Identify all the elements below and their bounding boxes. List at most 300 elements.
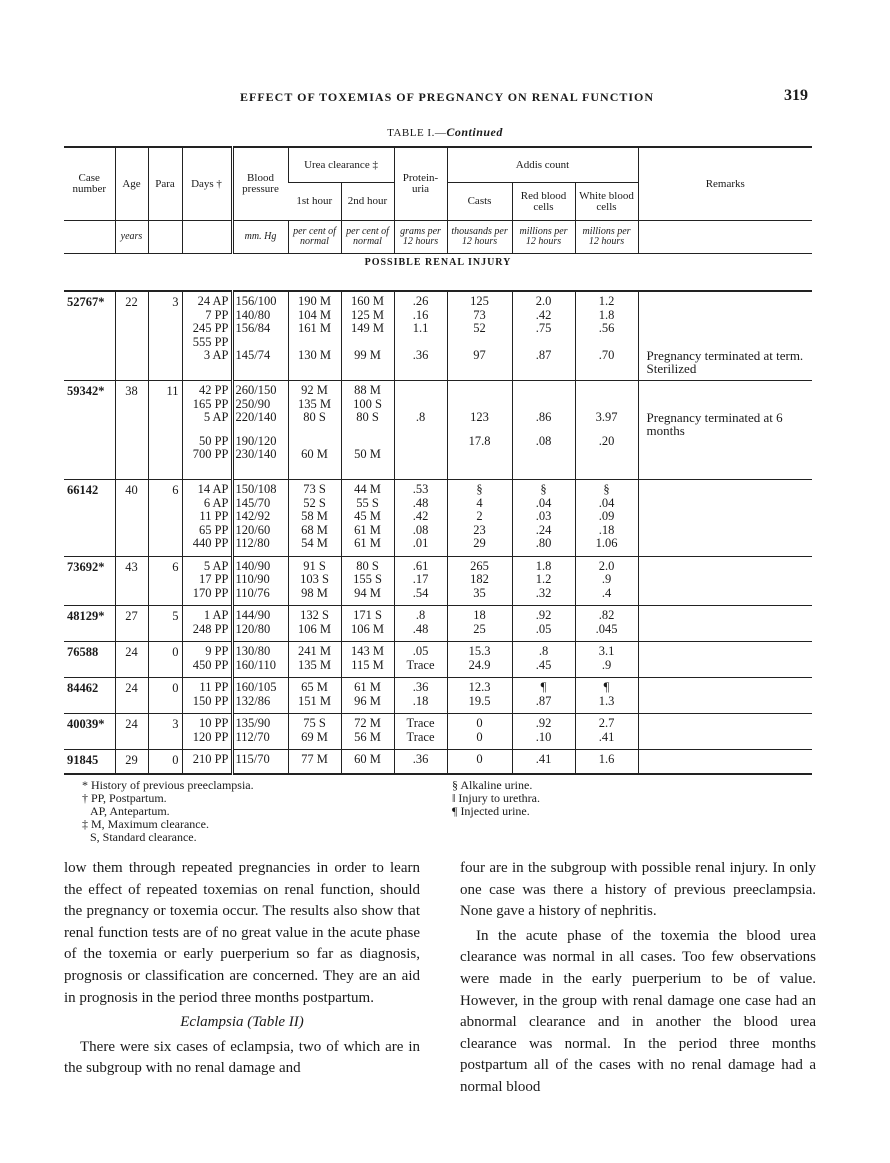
cell-remarks xyxy=(638,678,812,714)
remark-spacer xyxy=(647,753,810,767)
cell-remarks xyxy=(638,291,812,381)
data-table xyxy=(64,146,816,775)
cell-line: 61 M xyxy=(354,522,381,537)
cell-line: 12.3 xyxy=(468,680,491,694)
cell-prot xyxy=(394,714,447,750)
page-flow xyxy=(64,146,816,1099)
remark-spacer xyxy=(647,645,810,659)
cell-line: .36 xyxy=(412,752,429,766)
cell-line: 80 S xyxy=(356,410,379,424)
remark-spacer xyxy=(647,497,810,511)
cell-days xyxy=(182,381,232,480)
cell-bp xyxy=(232,480,288,557)
cell-prot xyxy=(394,556,447,606)
cell-line: .9 xyxy=(601,657,612,672)
cell-line: .42 xyxy=(412,509,429,523)
col-red: Red blood cells xyxy=(512,183,575,221)
cell-line: 94 M xyxy=(354,585,381,600)
cell-casts xyxy=(447,556,512,606)
cell-line: .48 xyxy=(412,495,429,510)
cell-line: .04 xyxy=(598,495,615,510)
cell-line: 260/150 xyxy=(235,383,277,397)
cell-line xyxy=(292,336,338,350)
col-white: White blood cells xyxy=(575,183,638,221)
cell-line: 125 M xyxy=(351,307,384,322)
cell-line: 149 M xyxy=(351,321,384,335)
cell-line: .24 xyxy=(535,522,552,537)
table-row xyxy=(64,291,812,381)
cell-h1 xyxy=(288,714,341,750)
unit-remarks xyxy=(638,221,812,254)
cell-line: 68 M xyxy=(301,522,328,537)
cell-age: 43 xyxy=(115,556,148,606)
cell-line: 151 M xyxy=(298,693,331,708)
remark-spacer xyxy=(647,659,810,673)
cell-line: 65 M xyxy=(301,680,328,694)
cell-line: 120 PP xyxy=(192,729,229,744)
cell-line: .41 xyxy=(535,752,552,766)
footnote: ‡ M, Maximum clearance. xyxy=(82,817,209,831)
cell-para: 0 xyxy=(148,750,182,775)
cell-white xyxy=(575,714,638,750)
cell-line: 106 M xyxy=(298,621,331,636)
cell-line: 123 xyxy=(470,410,489,424)
table-row xyxy=(64,750,812,775)
table-row xyxy=(64,556,812,606)
cell-line: 35 xyxy=(473,585,486,600)
cell-case: 73692* xyxy=(64,556,115,606)
cell-line: 0 xyxy=(476,729,483,744)
remark-spacer xyxy=(647,322,810,336)
cell-line: 190/120 xyxy=(235,433,277,448)
cell-line: .4 xyxy=(601,585,612,600)
cell-days xyxy=(182,556,232,606)
cell-line: 115 M xyxy=(351,657,384,672)
cell-prot xyxy=(394,678,447,714)
unit-prot: grams per 12 hours xyxy=(394,221,447,254)
cell-age: 27 xyxy=(115,606,148,642)
cell-line: 11 PP xyxy=(199,680,229,694)
remark-spacer xyxy=(647,447,810,461)
cell-line: 61 M xyxy=(354,536,381,550)
cell-line: 5 AP xyxy=(203,558,229,573)
cell-line: 73 xyxy=(473,307,486,322)
cell-line: 145/74 xyxy=(235,348,271,362)
remark-spacer xyxy=(647,309,810,323)
cell-line: .92 xyxy=(535,716,552,730)
cell-h1 xyxy=(288,291,341,381)
cell-days xyxy=(182,642,232,678)
cell-red xyxy=(512,606,575,642)
cell-h2 xyxy=(341,381,394,480)
cell-line: § xyxy=(476,482,483,496)
footnote: * History of previous preeclampsia. xyxy=(82,778,254,792)
cell-line: 6 AP xyxy=(203,495,229,510)
cell-line: 555 PP xyxy=(192,334,229,349)
cell-line: 60 M xyxy=(354,752,381,766)
cell-line: 440 PP xyxy=(192,536,229,550)
cell-line: 250/90 xyxy=(235,396,271,411)
cell-para: 11 xyxy=(148,381,182,480)
cell-h2 xyxy=(341,642,394,678)
cell-para: 5 xyxy=(148,606,182,642)
cell-para: 3 xyxy=(148,714,182,750)
cell-line: 65 PP xyxy=(198,522,229,537)
col-addis: Addis count xyxy=(447,147,638,183)
cell-line: .32 xyxy=(535,585,552,600)
remark-spacer xyxy=(647,609,810,623)
cell-line: 55 S xyxy=(356,495,379,510)
paragraph: There were six cases of eclampsia, two of which are in the subgroup with no renal damage and xyxy=(64,1038,420,1077)
cell-line: Trace xyxy=(406,716,435,730)
cell-remarks xyxy=(638,714,812,750)
cell-line: 190 M xyxy=(298,294,331,308)
cell-line: 1 AP xyxy=(203,608,229,622)
cell-remarks xyxy=(638,556,812,606)
cell-line: ¶ xyxy=(603,680,610,694)
cell-line xyxy=(398,448,444,462)
unit-h2: per cent of normal xyxy=(341,221,394,254)
cell-line: 140/80 xyxy=(235,307,271,322)
page-number: 319 xyxy=(784,87,808,104)
cell-line: 265 xyxy=(470,558,489,573)
cell-line: 17 PP xyxy=(198,572,229,586)
unit-age: years xyxy=(115,221,148,254)
cell-white xyxy=(575,606,638,642)
col-prot: Protein-uria xyxy=(394,147,447,221)
cell-line: Trace xyxy=(406,729,435,744)
cell-h1 xyxy=(288,642,341,678)
cell-case: 91845 xyxy=(64,750,115,775)
cell-prot xyxy=(394,606,447,642)
unit-white: millions per 12 hours xyxy=(575,221,638,254)
cell-line xyxy=(345,336,391,350)
cell-line: .08 xyxy=(535,433,552,448)
cell-line: 2.0 xyxy=(535,294,552,308)
cell-line xyxy=(236,336,285,350)
cell-line: 100 S xyxy=(353,396,382,411)
unit-casts: thousands per 12 hours xyxy=(447,221,512,254)
cell-line: 135 M xyxy=(298,657,331,672)
cell-line: § xyxy=(540,482,547,496)
cell-line xyxy=(579,384,635,398)
cell-casts xyxy=(447,678,512,714)
cell-line: 130/80 xyxy=(235,644,271,658)
cell-line: .36 xyxy=(412,348,429,362)
cell-line: 52 S xyxy=(303,495,326,510)
cell-h2 xyxy=(341,291,394,381)
cell-line: 145/70 xyxy=(235,495,271,510)
cell-red xyxy=(512,750,575,775)
remark-spacer xyxy=(647,461,810,475)
cell-line: 58 M xyxy=(301,509,328,523)
cell-line: 110/76 xyxy=(235,585,270,600)
cell-line xyxy=(516,448,572,462)
col-urea: Urea clearance ‡ xyxy=(288,147,394,183)
cell-line: 2.0 xyxy=(598,558,615,573)
cell-line: 69 M xyxy=(301,729,328,744)
cell-h2 xyxy=(341,556,394,606)
cell-line: .08 xyxy=(412,522,429,537)
cell-case: 84462 xyxy=(64,678,115,714)
cell-line: 80 S xyxy=(303,410,326,424)
cell-casts xyxy=(447,480,512,557)
cell-line: 23 xyxy=(473,522,486,537)
cell-para: 0 xyxy=(148,678,182,714)
cell-line: .16 xyxy=(412,307,429,322)
paragraph: low them through repeated pregnancies in order to learn the effect of repeated toxemias on renal function, should the pregnancy or toxemia occur. The results also show that renal function tests are of no great value in the acute phase of the toxemia or early puerperium so far as diagnosis, prognosis or classification are concerned. They are an aid in prognosis in the period three months postpartum. xyxy=(64,860,420,1006)
paragraph: In the acute phase of the toxemia the blood urea clearance was normal in all cases. Too few observations were made in the early puerperium to be of value. However, in the group with renal damage one case had an abnormal clearance and in another the blood urea clearance was normal. In the period three months postpartum all of the cases with no renal damage had a normal blood xyxy=(460,927,816,1095)
cell-line: .45 xyxy=(535,657,552,672)
cell-line: 2.7 xyxy=(598,716,615,730)
cell-line: 14 AP xyxy=(197,482,229,496)
remark-spacer xyxy=(647,336,810,350)
cell-days xyxy=(182,291,232,381)
cell-line: .18 xyxy=(412,693,429,708)
cell-line: .87 xyxy=(535,693,552,708)
table-title xyxy=(0,125,890,140)
footnote: ¶ Injected urine. xyxy=(452,804,530,818)
table-row xyxy=(64,714,812,750)
cell-age: 38 xyxy=(115,381,148,480)
cell-line: 135/90 xyxy=(235,716,271,730)
cell-line: 156/84 xyxy=(235,321,271,335)
cell-line: 132 S xyxy=(300,608,329,622)
cell-line: 104 M xyxy=(298,307,331,322)
cell-line: 112/80 xyxy=(235,536,270,550)
cell-line: 5 AP xyxy=(203,410,229,424)
cell-white xyxy=(575,642,638,678)
cell-white xyxy=(575,381,638,480)
cell-line: .26 xyxy=(412,294,429,308)
section-heading-eclampsia: Eclampsia (Table II) xyxy=(180,1014,304,1031)
cell-h2 xyxy=(341,750,394,775)
cell-case: 48129* xyxy=(64,606,115,642)
cell-casts xyxy=(447,381,512,480)
cell-casts xyxy=(447,606,512,642)
cell-prot xyxy=(394,480,447,557)
table-title-prefix: TABLE I.— xyxy=(387,127,447,139)
cell-line: 88 M xyxy=(354,383,381,397)
cell-line: 73 S xyxy=(303,482,326,496)
cell-red xyxy=(512,291,575,381)
cell-line: 248 PP xyxy=(192,621,229,636)
table-title-suffix: Continued xyxy=(446,125,503,139)
cell-line: .09 xyxy=(598,509,615,523)
cell-line: 160/105 xyxy=(235,680,277,694)
cell-line: 96 M xyxy=(354,693,381,708)
cell-days xyxy=(182,606,232,642)
cell-line: 1.8 xyxy=(598,307,615,322)
cell-line: .18 xyxy=(598,522,615,537)
cell-days xyxy=(182,714,232,750)
remark-spacer xyxy=(647,398,810,412)
cell-line: 150/108 xyxy=(235,482,277,496)
remark-spacer xyxy=(647,681,810,695)
cell-line: 130 M xyxy=(298,348,331,362)
cell-line xyxy=(579,336,635,350)
cell-line: Trace xyxy=(406,657,435,672)
cell-line: 3 AP xyxy=(203,348,229,362)
cell-age: 22 xyxy=(115,291,148,381)
cell-case: 66142 xyxy=(64,480,115,557)
col-casts: Casts xyxy=(447,183,512,221)
cell-line: 143 M xyxy=(351,644,384,658)
cell-line: 1.6 xyxy=(598,752,615,766)
cell-line: .41 xyxy=(598,729,615,744)
cell-line: 140/90 xyxy=(235,558,271,573)
cell-line: 97 xyxy=(473,348,486,362)
cell-para: 3 xyxy=(148,291,182,381)
cell-line: 112/70 xyxy=(235,729,270,744)
col-bp: Blood pressure xyxy=(232,147,288,221)
footnote: † PP, Postpartum. xyxy=(82,791,167,805)
cell-line: .56 xyxy=(598,321,615,335)
cell-line: 700 PP xyxy=(192,447,229,461)
col-days: Days † xyxy=(182,147,232,221)
cell-line: .03 xyxy=(535,509,552,523)
cell-para: 6 xyxy=(148,480,182,557)
cell-line xyxy=(451,384,509,398)
cell-line: 4 xyxy=(476,495,483,510)
footnotes-right xyxy=(452,779,540,844)
unit-bp: mm. Hg xyxy=(232,221,288,254)
cell-remarks xyxy=(638,642,812,678)
table-row xyxy=(64,678,812,714)
remark-spacer xyxy=(647,717,810,731)
cell-red xyxy=(512,714,575,750)
remark-spacer xyxy=(647,295,810,309)
cell-line: 15.3 xyxy=(468,644,491,658)
remark-text: Pregnancy terminated at 6 months xyxy=(646,410,783,438)
col-age: Age xyxy=(115,147,148,221)
cell-line: 150 PP xyxy=(192,693,229,708)
body-columns xyxy=(64,858,816,1099)
cell-line: 1.3 xyxy=(598,693,615,708)
cell-white xyxy=(575,678,638,714)
cell-line: .36 xyxy=(412,680,429,694)
cell-line: 52 xyxy=(473,321,486,335)
cell-line: 60 M xyxy=(301,447,328,461)
cell-line: 155 S xyxy=(353,572,382,586)
cell-line: 9 PP xyxy=(205,644,229,658)
cell-line: 11 PP xyxy=(199,509,229,523)
footnote: AP, Antepartum. xyxy=(90,804,170,818)
cell-bp xyxy=(232,381,288,480)
cell-line: 170 PP xyxy=(192,585,229,600)
cell-prot xyxy=(394,642,447,678)
cell-line: .87 xyxy=(535,348,552,362)
cell-line: 120/60 xyxy=(235,522,271,537)
cell-line: 144/90 xyxy=(235,608,271,622)
running-title: EFFECT OF TOXEMIAS OF PREGNANCY ON RENAL FUNCTION xyxy=(240,90,655,104)
cell-line: .42 xyxy=(535,307,552,322)
cell-white xyxy=(575,750,638,775)
remark-spacer xyxy=(647,510,810,524)
cell-line: 10 PP xyxy=(198,716,229,730)
cell-line xyxy=(398,398,444,412)
cell-line xyxy=(451,336,509,350)
cell-line: 1.2 xyxy=(598,294,615,308)
cell-line: 72 M xyxy=(354,716,381,730)
remark-spacer xyxy=(647,483,810,497)
footnote: ‖ Injury to urethra. xyxy=(452,791,541,805)
remark-spacer xyxy=(647,573,810,587)
cell-line: .86 xyxy=(535,410,552,424)
cell-line: 210 PP xyxy=(192,752,229,766)
cell-line: .54 xyxy=(412,585,429,600)
cell-bp xyxy=(232,606,288,642)
col-h2: 2nd hour xyxy=(341,183,394,221)
cell-line: 7 PP xyxy=(205,307,229,322)
cell-line: 160/110 xyxy=(235,657,277,672)
body-column-right xyxy=(460,858,816,1099)
cell-line: 2 xyxy=(476,509,483,523)
cell-prot xyxy=(394,291,447,381)
cell-h2 xyxy=(341,480,394,557)
cell-white xyxy=(575,480,638,557)
cell-line: 1.2 xyxy=(535,572,552,586)
table-row xyxy=(64,480,812,557)
cell-bp xyxy=(232,642,288,678)
cell-red xyxy=(512,678,575,714)
table-row xyxy=(64,606,812,642)
cell-line: 156/100 xyxy=(235,294,277,308)
cell-line xyxy=(516,336,572,350)
cell-line: .045 xyxy=(595,621,618,636)
table-row xyxy=(64,381,812,480)
cell-white xyxy=(575,556,638,606)
cell-line: .05 xyxy=(412,644,429,658)
cell-line: 0 xyxy=(476,716,483,730)
cell-line: 182 xyxy=(470,572,489,586)
cell-line: 98 M xyxy=(301,585,328,600)
cell-age: 29 xyxy=(115,750,148,775)
cell-line xyxy=(451,398,509,412)
footnote: S, Standard clearance. xyxy=(90,830,197,844)
cell-white xyxy=(575,291,638,381)
cell-line: 230/140 xyxy=(235,447,277,461)
col-para: Para xyxy=(148,147,182,221)
cell-line: 160 M xyxy=(351,294,384,308)
cell-line: .9 xyxy=(601,572,612,586)
cell-line xyxy=(398,435,444,449)
cell-line xyxy=(579,398,635,412)
cell-line: 77 M xyxy=(301,752,328,766)
cell-line: 80 S xyxy=(356,558,379,573)
cell-days xyxy=(182,678,232,714)
cell-casts xyxy=(447,714,512,750)
cell-prot xyxy=(394,381,447,480)
cell-line: 75 S xyxy=(303,716,326,730)
cell-red xyxy=(512,381,575,480)
cell-line: 165 PP xyxy=(192,396,229,411)
cell-line: 24 AP xyxy=(197,294,229,308)
cell-line: 54 M xyxy=(301,536,328,550)
cell-line xyxy=(398,336,444,350)
cell-line: 161 M xyxy=(298,321,331,335)
cell-casts xyxy=(447,750,512,775)
remark-spacer xyxy=(647,384,810,398)
cell-bp xyxy=(232,291,288,381)
col-case: Case number xyxy=(64,147,115,221)
cell-remarks xyxy=(638,480,812,557)
cell-line xyxy=(516,384,572,398)
cell-para: 6 xyxy=(148,556,182,606)
cell-red xyxy=(512,642,575,678)
cell-line: 61 M xyxy=(354,680,381,694)
cell-line: .80 xyxy=(535,536,552,550)
